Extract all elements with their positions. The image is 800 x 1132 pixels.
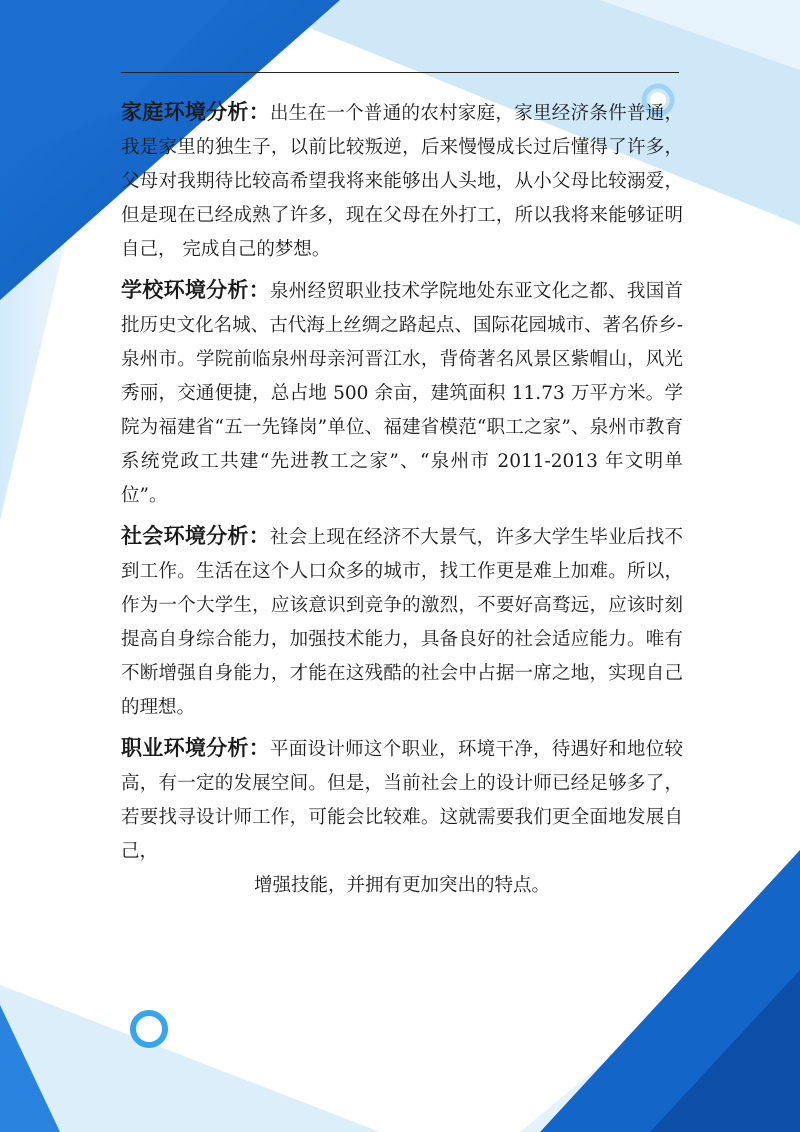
header-rule — [121, 72, 679, 73]
section-society — [121, 519, 683, 725]
section-heading: 家庭环境分析： — [121, 100, 270, 124]
closing-line: 增强技能，并拥有更加突出的特点。 — [253, 875, 550, 896]
section-school — [121, 273, 683, 513]
section-body: 社会上现在经济不大景气，许多大学生毕业后找不到工作。生活在这个人口众多的城市，找工作更是难上加难。所以，作为一个大学生，应该意识到竞争的激烈，不要好高骛远，应该时刻提高自身综合能力，加强技术能力，具备良好的社会适应能力。唯有不断增强自身能力，才能在这残酷的社会中占据一席之地，实现自己的理想。 — [121, 527, 683, 718]
ring-bottom-left — [133, 1013, 165, 1045]
section-career — [121, 731, 683, 869]
section-heading: 职业环境分析： — [121, 736, 270, 760]
bg-shard-bottom-left-light — [0, 985, 380, 1132]
section-heading: 学校环境分析： — [121, 278, 270, 302]
section-body: 泉州经贸职业技术学院地处东亚文化之都、我国首批历史文化名城、古代海上丝绸之路起点、国际花园城市、著名侨乡-泉州市。学院前临泉州母亲河晋江水，背倚著名风景区紫帽山，风光秀丽，交通便捷，总占地 500 余亩，建筑面积 11.73 万平方米。学院为福建省“五一先锋岗”单位、福建省模范“职工之家”、泉州市教育系统党政工共建“先进教工之家”、“泉州市 2011-2013 年文明单位”。 — [121, 281, 683, 506]
section-heading: 社会环境分析： — [121, 524, 270, 548]
section-body: 出生在一个普通的农村家庭，家里经济条件普通，我是家里的独生子，以前比较叛逆，后来慢慢成长过后懂得了许多，父母对我期待比较高希望我将来能够出人头地，从小父母比较溺爱，但是现在已经成熟了许多，现在父母在外打工，所以我将来能够证明自己， 完成自己的梦想。 — [121, 103, 683, 260]
document-body — [121, 95, 683, 922]
section-body: 平面设计师这个职业，环境干净，待遇好和地位较高，有一定的发展空间。但是，当前社会上的设计师已经足够多了，若要找寻设计师工作，可能会比较难。这就需要我们更全面地发展自己， — [121, 739, 683, 862]
section-family — [121, 95, 683, 267]
